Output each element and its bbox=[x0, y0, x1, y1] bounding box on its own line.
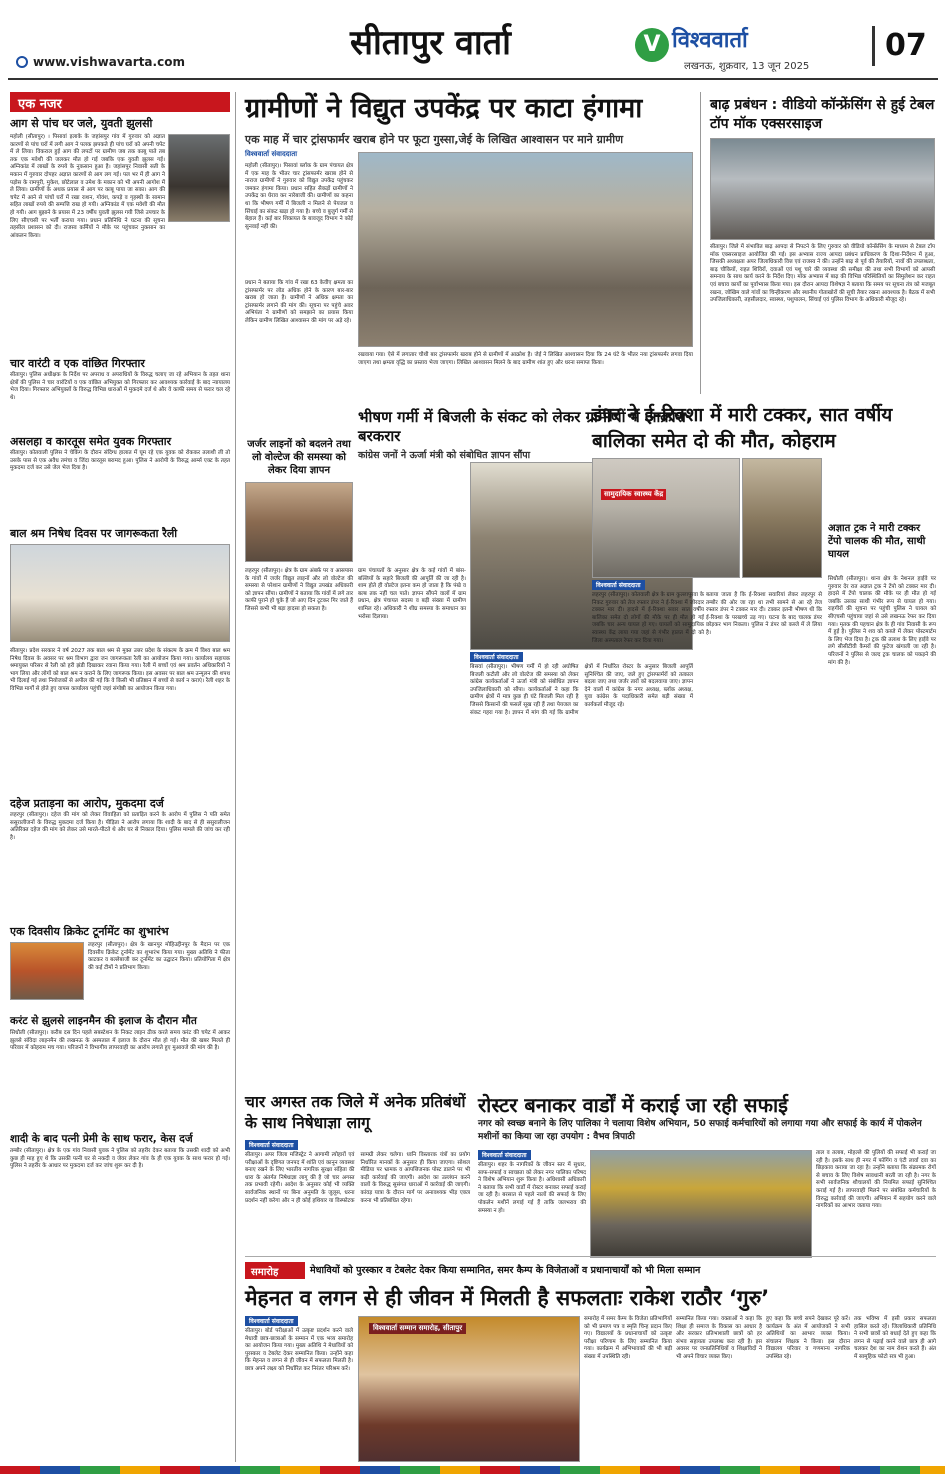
dumper-body-1: लहरपुर (सीतापुर)। कोतवाली क्षेत्र के ग्राम कुल्लापुरवा के निकट गुरुवार को तेज रफ्तार डंपर ने ई-रिक्शा में जोरदार टक्कर मार दी। हादसे में ई-रिक्शा सवार सात वर्षीय बालिका समेत दो लोगों की मौके पर ही मौत हो गई जबकि चार अन्य घायल हो गए। घायलों को सामुदायिक स्वास्थ्य केंद्र लाया गया जहां से गंभीर हालत में दो को जिला अस्पताल रेफर कर दिया गया। bbox=[592, 592, 704, 644]
roster-divider bbox=[245, 1256, 936, 1257]
roster-body-1: सीतापुर। शहर के नागरिकों के जीवन स्तर में सुधार, साफ-सफाई व स्वच्छता को लेकर नगर पालिका परिषद ने विशेष अभियान शुरू किया है। अधिशासी अधिकारी ने बताया कि सभी वार्डों में रोस्टर बनाकर सफाई कराई जा रही है। बरसात से पहले नालों की सफाई के लिए पोकलेन मशीनें लगाई गई हैं ताकि जलभराव की समस्या न हो। bbox=[478, 1162, 586, 1214]
truck-body: सिधौली (सीतापुर)। थाना क्षेत्र के नेशनल हाईवे पर गुरुवार देर रात अज्ञात ट्रक ने टेंपो को टक्कर मार दी। हादसे में टेंपो चालक की मौके पर ही मौत हो गई जबकि उसका साथी गंभीर रूप से घायल हो गया। राहगीरों की सूचना पर पहुंची पुलिस ने घायल को सीएचसी पहुंचाया जहां से उसे लखनऊ रेफर कर दिया गया। मृतक की पहचान क्षेत्र के ही गांव निवासी के रूप में हुई है। पुलिस ने शव को कब्जे में लेकर पोस्टमार्टम के लिए भेज दिया है। ट्रक की तलाश के लिए हाईवे पर लगे सीसीटीवी कैमरों की फुटेज खंगाली जा रही है। परिजनों ने पुलिस से जल्द ट्रक चालक को पकड़ने की मांग की है। bbox=[828, 576, 936, 666]
flood-body: सीतापुर। जिले में संभावित बाढ़ आपदा से निपटने के लिए गुरुवार को वीडियो कॉन्फ्रेंसिंग के माध्यम से टेबल टॉप मॉक एक्सरसाइज आयोजित की गई। इस अभ्यास राज्य आपदा प्रबंधन प्राधिकरण के दिशा-निर्देशन में हुआ, जिसकी अध्यक्षता अपर जिलाधिकारी वित्त एवं राजस्व ने की। उन्होंने बाढ़ से पूर्व की तैयारियों, नावों की उपलब्धता, बाढ़ चौकियों, राहत शिविरों, दवाओं एवं पशु चारे की व्यवस्था की समीक्षा की तथा सभी विभागों को आपसी समन्वय के साथ कार्य करने के निर्देश दिए। मॉक अभ्यास में बाढ़ की विभिन्न परिस्थितियों का सिमुलेशन कर राहत एवं बचाव कार्यों का पूर्वाभ्यास किया गया। इस दौरान आपदा विशेषज्ञ ने बताया कि समय पर सूचना तंत्र को मजबूत रखना, जोखिम वाले गांवों का चिन्हीकरण और स्थानीय गोताखोरों की सूची तैयार रखना आवश्यक है। बैठक में सभी उपजिलाधिकारी, तहसीलदार, स्वास्थ्य, पशुपालन, सिंचाई एवं पुलिस विभाग के अधिकारी मौजूद रहे। bbox=[710, 244, 935, 304]
header-rule bbox=[8, 78, 938, 80]
brief-3-headline: असलहा व कारतूस समेत युवक गिरफ्तार bbox=[10, 435, 172, 448]
dumper-headline: डंपर ने ई-रिक्शा में मारी टक्कर, सात वर्षीय बालिका समेत दो की मौत, कोहराम bbox=[592, 404, 893, 452]
flood-headline: बाढ़ प्रबंधन : वीडियो कॉन्फ्रेंसिंग से हुई टेबल टॉप मॉक एक्सरसाइज bbox=[710, 97, 935, 132]
paper-title: सीतापुर वार्ता bbox=[350, 23, 511, 63]
congress-body: बिसवां (सीतापुर)। भीषण गर्मी में हो रही अघोषित बिजली कटौती और लो वोल्टेज की समस्या को लेकर कांग्रेस कार्यकर्ताओं ने ऊर्जा मंत्री को संबोधित ज्ञापन उपजिलाधिकारी को सौंपा। कार्यकर्ताओं ने कहा कि ग्रामीण क्षेत्रों में मात्र कुछ ही घंटे बिजली मिल रही है जिससे किसानों की फसलें सूख रही हैं तथा पेयजल का संकट गहरा गया है। ज्ञापन में मांग की गई कि ग्रामीण क्षेत्रों में निर्धारित रोस्टर के अनुसार बिजली आपूर्ति सुनिश्चित की जाए, जले हुए ट्रांसफार्मरों को तत्काल बदला जाए तथा जर्जर तारों को बदलवाया जाए। ज्ञापन देने वालों में कांग्रेस के नगर अध्यक्ष, ब्लॉक अध्यक्ष, युवा कांग्रेस के पदाधिकारी समेत बड़ी संख्या में कार्यकर्ता मौजूद रहे। bbox=[470, 664, 693, 716]
samaroh-label: समारोह bbox=[245, 1262, 305, 1279]
brief-3-body: सीतापुर। कोतवाली पुलिस ने चेकिंग के दौरान संदिग्ध हालात में घूम रहे एक युवक को रोककर तलाशी ली तो उसके पास से एक अवैध तमंचा व जिंदा कारतूस बरामद हुआ। पुलिस ने आरोपी के विरुद्ध आर्म्स एक्ट के तहत मुकदमा दर्ज कर उसे जेल भेज दिया है। bbox=[10, 450, 230, 472]
brief-5-headline: दहेज प्रताड़ना का आरोप, मुकदमा दर्ज bbox=[10, 797, 164, 810]
samaroh-kicker: मेधावियों को पुरस्कार व टेबलेट देकर किया सम्मानित, समर कैम्प के विजेताओं व प्रधानाचार्यों को भी मिला सम्मान bbox=[310, 1265, 701, 1276]
crash-photo bbox=[742, 458, 822, 578]
lead-byline: विश्ववार्ता संवाददाता bbox=[245, 150, 298, 158]
lead-subhead: एक माह में चार ट्रांसफार्मर खराब होने पर फूटा गुस्सा,जेई के लिखित आश्वासन पर माने ग्रामीण bbox=[245, 133, 624, 146]
lead-headline: ग्रामीणों ने विद्युत उपकेंद्र पर काटा हंगामा bbox=[245, 93, 643, 124]
brief-6-headline: एक दिवसीय क्रिकेट टूर्नामेंट का शुभारंभ bbox=[10, 925, 169, 938]
brief-1-headline: आग से पांच घर जले, युवती झुलसी bbox=[10, 117, 153, 130]
ek-nazar-label: एक नजर bbox=[10, 92, 230, 112]
protest-photo bbox=[358, 152, 693, 347]
bottom-color-strip bbox=[0, 1466, 945, 1474]
brief-1-body: महोली (सीतापुर) । पिसावां इलाके के जहांसपुर गांव में गुरुवार को अज्ञात कारणों से पांच घरों में लगी आग ने पलक झपकते ही पांच घरों को अपनी चपेट में ले लिया। विकराल हुई आग की लपटों पर ग्रामीण जब तक काबू पाते तब तक एक मवेशी की जलकर मौत हो गई जबकि एक युवती झुलस गई। अग्निकांड में लाखों के रुपये के नुकसान हुआ है। जहांसपुर निवासी सती के मकान में गुरुवार दोपहर अज्ञात कारणों से आग लग गई। पल भर में ही आग ने पड़ोस के रामपुरी, मुकेश, छोटेलाल व उमेश के मकान को भी अपनी आगोश में ले लिया। ग्रामीणों के अथक प्रयास से आग पर काबू पाया जा सका। आग की चपेट में आने से पांचों घरों में रखा राशन, गोवंश, कपड़े व गृहस्थी के सामान सहित लाखों रुपये की सम्पत्ति राख हो गयी। अग्निकांड में एक मवेशी की मौत हो गयी। आग बुझाने के प्रयास में 23 वर्षीय युवती झुलस गयी जिसे उपचार के लिए सीएचसी पर भर्ती कराया गया। प्रधान प्रतिनिधि ने घटना की सूचना तहसील प्रशासन को दी। राजस्व कर्मियों ने मौके पर पहुंचकर नुकसान का आंकलन किया। bbox=[10, 134, 165, 239]
roster-byline: विश्ववार्ता संवाददाता bbox=[478, 1150, 531, 1160]
brief-5-body: लहरपुर (सीतापुर)। दहेज की मांग को लेकर विवाहिता को प्रताड़ित करने के आरोप में पुलिस ने पति समेत ससुरालीजनों के विरुद्ध मुकदमा दर्ज किया है। पीड़िता ने आरोप लगाया कि शादी के बाद से ही ससुरालीजन अतिरिक्त दहेज की मांग को लेकर उसे मारते-पीटते थे और घर से निकाल दिया। पुलिस मामले की जांच कर रही है। bbox=[10, 812, 230, 841]
flood-photo bbox=[710, 138, 935, 240]
truck-headline: अज्ञात ट्रक ने मारी टक्कर टेंपो चालक की मौत, साथी घायल bbox=[828, 523, 926, 560]
fire-photo bbox=[168, 134, 230, 222]
samaroh-byline: विश्ववार्ता संवाददाता bbox=[245, 1316, 298, 1326]
samaroh-body-4: हुए कहा कि बच्चे सपने देखकर पूरे करें। कार्यक्रम के अंत में आयोजकों ने सभी अतिथियों का आभार व्यक्त किया। संचालन शिक्षक ने किया। इस दौरान विद्यालय परिवार व गणमान्य नागरिक उपस्थित रहे। bbox=[766, 1316, 850, 1360]
prohibit-body: सीतापुर। अपर जिला मजिस्ट्रेट ने आगामी त्योहारों एवं परीक्षाओं के दृष्टिगत जनपद में शांति एवं कानून व्यवस्था बनाए रखने के लिए भारतीय नागरिक सुरक्षा संहिता की धारा के अंतर्गत निषेधाज्ञा लागू की है जो चार अगस्त तक प्रभावी रहेगी। आदेश के अनुसार कोई भी व्यक्ति सार्वजनिक स्थानों पर बिना अनुमति के जुलूस, धरना प्रदर्शन नहीं करेगा और न ही कोई हथियार या विस्फोटक सामग्री लेकर चलेगा। ध्वनि विस्तारक यंत्रों का प्रयोग निर्धारित मानकों के अनुसार ही किया जाएगा। सोशल मीडिया पर भ्रामक व आपत्तिजनक पोस्ट डालने पर भी कड़ी कार्रवाई की जाएगी। आदेश का उल्लंघन करने वालों के विरुद्ध सुसंगत धाराओं में कार्रवाई की जाएगी। कांवड़ यात्रा के दौरान मार्ग पर अनावश्यक भीड़ एकत्र करना भी प्रतिबंधित रहेगा। bbox=[245, 1152, 470, 1204]
cricket-photo bbox=[10, 942, 84, 1000]
rally-photo bbox=[10, 544, 230, 642]
samaroh-headline: मेहनत व लगन से ही जीवन में मिलती है सफलताः राकेश राठौर ‘गुरु’ bbox=[245, 1286, 770, 1310]
website-url[interactable]: www.vishwavarta.com bbox=[33, 55, 185, 69]
roster-body-4: ताल व तलाब, मोहल्ले की पुलियों की सफाई भी कराई जा रही है। इसके साथ ही नगर में फॉगिंग व एंटी लार्वा दवा का छिड़काव कराया जा रहा है। उन्होंने बताया कि संक्रामक रोगों से बचाव के लिए विशेष सावधानी बरती जा रही है। नगर के सभी सार्वजनिक शौचालयों की नियमित सफाई सुनिश्चित कराई गई है। लापरवाही मिलने पर संबंधित कर्मचारियों के विरुद्ध कार्रवाई की जाएगी। अभियान में सहयोग करने वाले नागरिकों का आभार जताया गया। bbox=[816, 1150, 936, 1210]
masthead bbox=[0, 0, 945, 86]
samaroh-body-1: सीतापुर। बोर्ड परीक्षाओं में उत्कृष्ट प्रदर्शन करने वाले मेधावी छात्र-छात्राओं के सम्मान में एक भव्य समारोह का आयोजन किया गया। मुख्य अतिथि ने मेधावियों को पुरस्कार व टेबलेट देकर सम्मानित किया। उन्होंने कहा कि मेहनत व लगन से ही जीवन में सफलता मिलती है। छात्र अपने लक्ष्य को निर्धारित कर निरंतर परिश्रम करें। bbox=[245, 1328, 353, 1372]
roster-headline: रोस्टर बनाकर वार्डों में कराई जा रही सफाई bbox=[478, 1093, 788, 1117]
jarjar-body-1: लहरपुर (सीतापुर)। क्षेत्र के ग्राम अंबर्फ़ पर व आसपास के गांवों में जर्जर विद्युत लाइनों और लो वोल्टेज की समस्या से परेशान ग्रामीणों ने विद्युत उपखंड अधिकारी को ज्ञापन सौंपा। ग्रामीणों ने बताया कि गांवों में लगे तार काफी पुराने हो चुके हैं जो आए दिन टूटकर गिर जाते हैं जिससे कभी भी बड़ा हादसा हो सकता है। bbox=[245, 568, 353, 612]
brief-4-body: सीतापुर। प्रदेश सरकार ने वर्ष 2027 तक बाल श्रम से मुक्त उत्तर प्रदेश के संकल्प के क्रम में विश्व बाल श्रम निषेध दिवस के अवसर पर श्रम विभाग द्वारा जन जागरूकता रैली का आयोजन किया गया। कार्यालय सहायक श्रमायुक्त परिसर से रैली को हरी झंडी दिखाकर रवाना किया गया। रैली में बच्चों एवं श्रम प्रवर्तन अधिकारियों ने भाग लिया और लोगों को बाल श्रम न कराने के लिए जागरूक किया। इस अवसर पर बाल श्रम उन्मूलन की शपथ भी दिलाई गई तथा नियोजकों से अपील की गई कि वे किसी भी प्रतिष्ठान में बच्चों से कार्य न कराएं। रैली शहर के विभिन्न मार्गों से होते हुए वापस कार्यालय पहुंची जहां संगोष्ठी का आयोजन किया गया। bbox=[10, 648, 230, 692]
cleaning-photo bbox=[590, 1150, 812, 1258]
brief-4-headline: बाल श्रम निषेध दिवस पर जागरूकता रैली bbox=[10, 527, 178, 540]
jarjar-photo bbox=[245, 482, 353, 562]
lead-body-col2: रखवाया गया। ऐसे में लगातार चौथी बार ट्रांसफार्मर खराब होने से ग्रामीणों में आक्रोश है। जेई ने लिखित आश्वासन दिया कि 24 घंटे के भीतर नया ट्रांसफार्मर लगवा दिया जाएगा तथा क्षमता वृद्धि का प्रस्ताव भेजा जाएगा। लिखित आश्वासन मिलने के बाद ग्रामीण शांत हुए और धरना समाप्त किया। bbox=[358, 352, 693, 366]
left-column bbox=[10, 92, 230, 1462]
brand-logo: V bbox=[635, 28, 669, 62]
hospital-photo bbox=[592, 458, 740, 578]
prohibit-headline: चार अगस्त तक जिले में अनेक प्रतिबंधों के साथ निषेधाज्ञा लागू bbox=[245, 1093, 466, 1132]
brief-6-body: लहरपुर (सीतापुर)। क्षेत्र के खानपुर मोहिउद्दीनपुर के मैदान पर एक दिवसीय क्रिकेट टूर्नामेंट का शुभारंभ किया गया। मुख्य अतिथि ने फीता काटकर व बल्लेबाजी कर टूर्नामेंट का उद्घाटन किया। प्रतियोगिता में क्षेत्र की कई टीमों ने प्रतिभाग किया। bbox=[88, 942, 230, 971]
samaroh-banner: विश्ववार्ता सम्मान समारोह, सीतापुर bbox=[369, 1323, 466, 1334]
brief-1-body-cont bbox=[10, 222, 230, 357]
brief-8-body: तम्बौर (सीतापुर)। क्षेत्र के एक गांव निवासी युवक ने पुलिस को तहरीर देकर बताया कि उसकी शादी को अभी कुछ ही माह हुए थे कि उसकी पत्नी घर से नकदी व जेवर लेकर गांव के ही एक युवक के साथ फरार हो गई। पुलिस ने तहरीर के आधार पर मुकदमा दर्ज कर जांच शुरू कर दी है। bbox=[10, 1148, 230, 1170]
lead-body-col1: महोली (सीतापुर)। पिसावां ब्लॉक के ग्राम पंचायत क्षेत्र में एक माह के भीतर चार ट्रांसफार्मर खराब होने से नाराज ग्रामीणों ने गुरुवार को विद्युत उपकेंद्र पहुंचकर जमकर हंगामा किया। प्रधान सहित सैकड़ों ग्रामीणों ने उपकेंद्र का घेराव कर नारेबाजी की। ग्रामीणों का कहना था कि भीषण गर्मी में बिजली न मिलने से पेयजल व सिंचाई का संकट खड़ा हो गया है। बच्चे व बुजुर्ग गर्मी से बेहाल हैं। कई बार शिकायत के बावजूद विभाग ने कोई सुनवाई नहीं की। bbox=[245, 163, 353, 230]
samaroh-body-5: तक भविष्य में इसी प्रकार सफलता हासिल करते रहें। जिलाधिकारी प्रतिनिधि ने सभी छात्रों को बधाई देते हुए कहा कि लगन से पढ़ाई करने वाले छात्र ही आगे चलकर देश का नाम रोशन करते हैं। अंत में सामूहिक फोटो सत्र भी हुआ। bbox=[854, 1316, 936, 1360]
column-divider-left bbox=[235, 92, 236, 1462]
brief-7-headline: करंट से झुलसे लाइनमैन की इलाज के दौरान मौत bbox=[10, 1015, 197, 1027]
dumper-byline: विश्ववार्ता संवाददाता bbox=[592, 580, 645, 590]
place-date: लखनऊ, शुक्रवार, 13 जून 2025 bbox=[684, 61, 810, 72]
brief-2-body: सीतापुर। पुलिस अधीक्षक के निर्देश पर अपराध व अपराधियों के विरुद्ध चलाए जा रहे अभियान के तहत थाना क्षेत्रों की पुलिस ने चार वारंटियों व एक वांछित अभियुक्त को गिरफ्तार कर आवश्यक कार्रवाई के बाद न्यायालय भेज दिया। गिरफ्तार अभियुक्तों के विरुद्ध विभिन्न धाराओं में मुकदमे दर्ज थे और वे काफी समय से फरार चल रहे थे। bbox=[10, 372, 230, 401]
column-divider-right bbox=[700, 92, 701, 394]
roster-subhead: नगर को स्वच्छ बनाने के लिए पालिका ने चलाया विशेष अभियान, 50 सफाई कर्मचारियों को लगाया गया और सफाई के कार्य में पोकलेन मशीनों का किया जा रहा उपयोग : वैभव त्रिपाठी bbox=[478, 1119, 922, 1142]
brief-7-body: सिधौली (सीतापुर)। करीब दस दिन पहले सबस्टेशन के निकट लाइन ठीक करते समय करंट की चपेट में आकर झुलसे संविदा लाइनमैन की लखनऊ के अस्पताल में इलाज के दौरान मौत हो गई। मौत की खबर मिलते ही परिवार में कोहराम मच गया। परिजनों ने विभागीय लापरवाही का आरोप लगाते हुए मुआवजे की मांग की है। bbox=[10, 1030, 230, 1052]
prohibit-byline: विश्ववार्ता संवाददाता bbox=[245, 1140, 298, 1150]
congress-subhead: कांग्रेस जनों ने ऊर्जा मंत्री को संबोधित ज्ञापन सौंपा bbox=[358, 450, 531, 461]
congress-headline: भीषण गर्मी में बिजली के संकट को लेकर ग्रामीणों में आक्रोश बरकरार bbox=[358, 408, 686, 445]
jarjar-body-2: ग्राम पंचायतों के अनुसार क्षेत्र के कई गांवों में बांस-बल्लियों के सहारे बिजली की आपूर्ति की जा रही है। शाम होते ही वोल्टेज इतना कम हो जाता है कि पंखे व बल्ब तक नहीं चल पाते। ज्ञापन सौंपने वालों में ग्राम प्रधान, क्षेत्र पंचायत सदस्य व बड़ी संख्या में ग्रामीण शामिल रहे। अधिकारी ने शीघ्र समस्या के समाधान का भरोसा दिलाया। bbox=[358, 568, 466, 620]
page-number: 07 bbox=[872, 26, 932, 66]
samaroh-body-3: सम्मानित किया गया। वक्ताओं ने कहा कि शिक्षा ही समाज के विकास का आधार है और सरकार प्रतिभाशाली छात्रों को हर संभव सहायता उपलब्ध करा रही है। इस अवसर पर जनप्रतिनिधियों व शिक्षाविदों ने भी अपने विचार व्यक्त किए। bbox=[676, 1316, 762, 1360]
globe-icon bbox=[16, 56, 28, 68]
brand-name: विश्ववार्ता bbox=[672, 28, 748, 53]
brief-2-headline: चार वारंटी व एक वांछित गिरफ्तार bbox=[10, 357, 145, 370]
dumper-body-2: बताया जाता है कि ई-रिक्शा सवारियां लेकर लहरपुर से तम्बौर की ओर जा रहा था तभी सामने से आ रहे तेज रफ्तार डंपर ने टक्कर मार दी। टक्कर इतनी भीषण थी कि ई-रिक्शा के परखच्चे उड़ गए। घटना के बाद चालक डंपर छोड़कर भाग निकला। पुलिस ने डंपर को कब्जे में ले लिया है। bbox=[706, 592, 822, 636]
lead-body-col1b: प्रधान ने बताया कि गांव में रखा 63 केवीए क्षमता का ट्रांसफार्मर पर लोड अधिक होने के कारण बार-बार खराब हो जाता है। ग्रामीणों ने अधिक क्षमता का ट्रांसफार्मर लगाने की मांग की। सूचना पर पहुंचे अवर अभियंता ने ग्रामीणों को समझाने का प्रयास किया लेकिन ग्रामीण लिखित आश्वासन की मांग पर अड़े रहे। bbox=[245, 280, 353, 324]
brief-8-headline: शादी के बाद पत्नी प्रेमी के साथ फरार, केस दर्ज bbox=[10, 1133, 193, 1145]
jarjar-headline: जर्जर लाइनों को बदलने तथा लो वोल्टेज की समस्या को लेकर दिया ज्ञापन bbox=[247, 439, 351, 476]
samaroh-photo bbox=[358, 1316, 580, 1462]
samaroh-body-2: समारोह में समर कैम्प के विजेता प्रतिभागियों को भी प्रमाण पत्र व स्मृति चिन्ह प्रदान किए गए। विद्यालयों के प्रधानाचार्यों को उत्कृष्ट परीक्षा परिणाम के लिए सम्मानित किया गया। कार्यक्रम में अभिभावकों की भी बड़ी संख्या में उपस्थिति रही। bbox=[584, 1316, 672, 1360]
hospital-sign: सामुदायिक स्वास्थ्य केंद्र bbox=[601, 489, 666, 500]
congress-byline: विश्ववार्ता संवाददाता bbox=[470, 652, 523, 662]
